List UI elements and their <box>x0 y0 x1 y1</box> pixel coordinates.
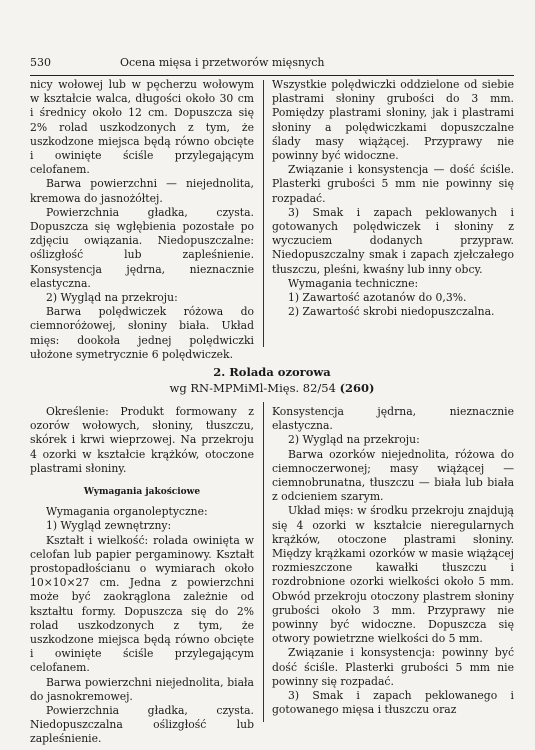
paragraph: Powierzchnia gładka, czysta. Niedopuszczalna oślizgłość lub zapleśnienie. <box>30 704 254 746</box>
paragraph: Związanie i konsystencja: powinny być dość ściśle. Plasterki grubości 5 mm nie powinny się rozpadać. <box>272 646 514 688</box>
paragraph-heading: Wymagania techniczne: <box>288 276 419 290</box>
section-norm <box>30 381 514 395</box>
section-title: 2. Rolada ozorowa <box>213 365 331 379</box>
paragraph: Układ mięs: w środku przekroju znajdują się 4 ozorki w kształcie nieregularnych krążków, otoczone plastrami słoniny. Między krążkami ozorków w masie wiążącej rozmieszczone kawałki tłuszczu i rozdrobnione ozorki wielkości około 5 mm. Obwód przekroju otoczony plastrem słoniny grubości około 3 mm. Przyprawy nie powinny być widoczne. Dopuszcza się otwory powietrzne wielkości do 5 mm. <box>272 504 514 646</box>
paragraph-heading: 1) Wygląd zewnętrzny: <box>46 519 172 533</box>
top-right-column <box>272 78 514 368</box>
page-header <box>30 56 510 74</box>
definition-paragraph: Określenie: Produkt formowany z ozorów wołowych, słoniny, tłuszczu, skórek i krwi wieprzowej. Na przekroju 4 ozorki w kształcie krążków, otoczone plastrami słoniny. <box>30 405 254 475</box>
column-divider <box>263 402 264 722</box>
paragraph: Barwa powierzchni — niejednolita, kremowa do jasnożółtej. <box>30 177 254 205</box>
paragraph: Barwa ozorków niejednolita, różowa do ciemnoczerwonej; masy wiążącej — ciemnobrunatna, tłuszczu — biała lub biała z odcieniem szarym. <box>272 447 514 504</box>
bottom-left-column <box>30 405 254 746</box>
top-left-column <box>30 78 254 368</box>
running-title: Ocena mięsa i przetworów mięsnych <box>120 56 325 69</box>
paragraph-heading: Wymagania organoleptyczne: <box>46 505 208 519</box>
header-rule <box>30 75 514 76</box>
subheading: Wymagania jakościowe <box>83 487 201 498</box>
paragraph: 3) Smak i zapach peklowanego i gotowanego mięsa i tłuszczu oraz <box>272 689 514 717</box>
norm-reference: wg RN-MPMiMl-Mięs. 82/54 <box>169 381 336 395</box>
paragraph: Powierzchnia gładka, czysta. Dopuszcza się wgłębienia pozostałe po zdjęciu owiązania. Niedopuszczalne: oślizgłość lub zapleśnienie. Konsystencja jędrna, nieznacznie elastyczna. <box>30 205 254 290</box>
bottom-right-column <box>272 405 514 735</box>
paragraph: 3) Smak i zapach peklowanych i gotowanych polędwiczek i słoniny z wyczuciem dodanych przypraw. Niedopuszczalny smak i zapach zjełczałego tłuszczu, pleśni, kwaśny lub inny obcy. <box>272 205 514 276</box>
paragraph: 1) Zawartość azotanów do 0,3%. <box>288 291 467 305</box>
paragraph: Wszystkie polędwiczki oddzielone od siebie plastrami słoniny grubości do 3 mm. Pomiędzy plastrami słoniny, jak i plastrami słoniny a polędwiczkami dopuszczalne ślady masy wiążącej. Przyprawy nie powinny być widoczne. <box>272 78 514 163</box>
paragraph: Barwa powierzchni niejednolita, biała do jasnokremowej. <box>30 675 254 703</box>
column-divider <box>263 80 264 347</box>
paragraph: Związanie i konsystencja — dość ściśle. Plasterki grubości 5 mm nie powinny się rozpadać. <box>272 163 514 205</box>
paragraph: Kształt i wielkość: rolada owinięta w celofan lub papier pergaminowy. Kształt prostopadłościanu o wymiarach około 10×10×27 cm. Jedna z powierzchni może być zaokrąglona zależnie od kształtu formy. Dopuszcza się do 2% rolad uszkodzonych z tym, że uszkodzone miejsca będą równo obcięte i owinięte ściśle przylegającym celofanem. <box>30 533 254 675</box>
paragraph: nicy wołowej lub w pęcherzu wołowym w kształcie walca, długości około 30 cm i średnicy około 12 cm. Dopuszcza się 2% rolad uszkodzonych z tym, że uszkodzone miejsca będą równo obcięte i owinięte ściśle przylegającym celofanem. <box>30 78 254 177</box>
paragraph: Barwa polędwiczek różowa do ciemnoróżowej, słoniny biała. Układ mięs: dookoła jednej polędwiczki ułożone symetrycznie 6 polędwiczek. <box>30 305 254 361</box>
paragraph-heading: 2) Wygląd na przekroju: <box>46 291 178 305</box>
norm-number: (260) <box>339 381 375 395</box>
page-number: 530 <box>30 56 51 69</box>
paragraph: Konsystencja jędrna, nieznacznie elastyczna. <box>272 405 514 433</box>
paragraph-heading: 2) Wygląd na przekroju: <box>288 433 420 447</box>
paragraph: 2) Zawartość skrobi niedopuszczalna. <box>288 305 495 319</box>
